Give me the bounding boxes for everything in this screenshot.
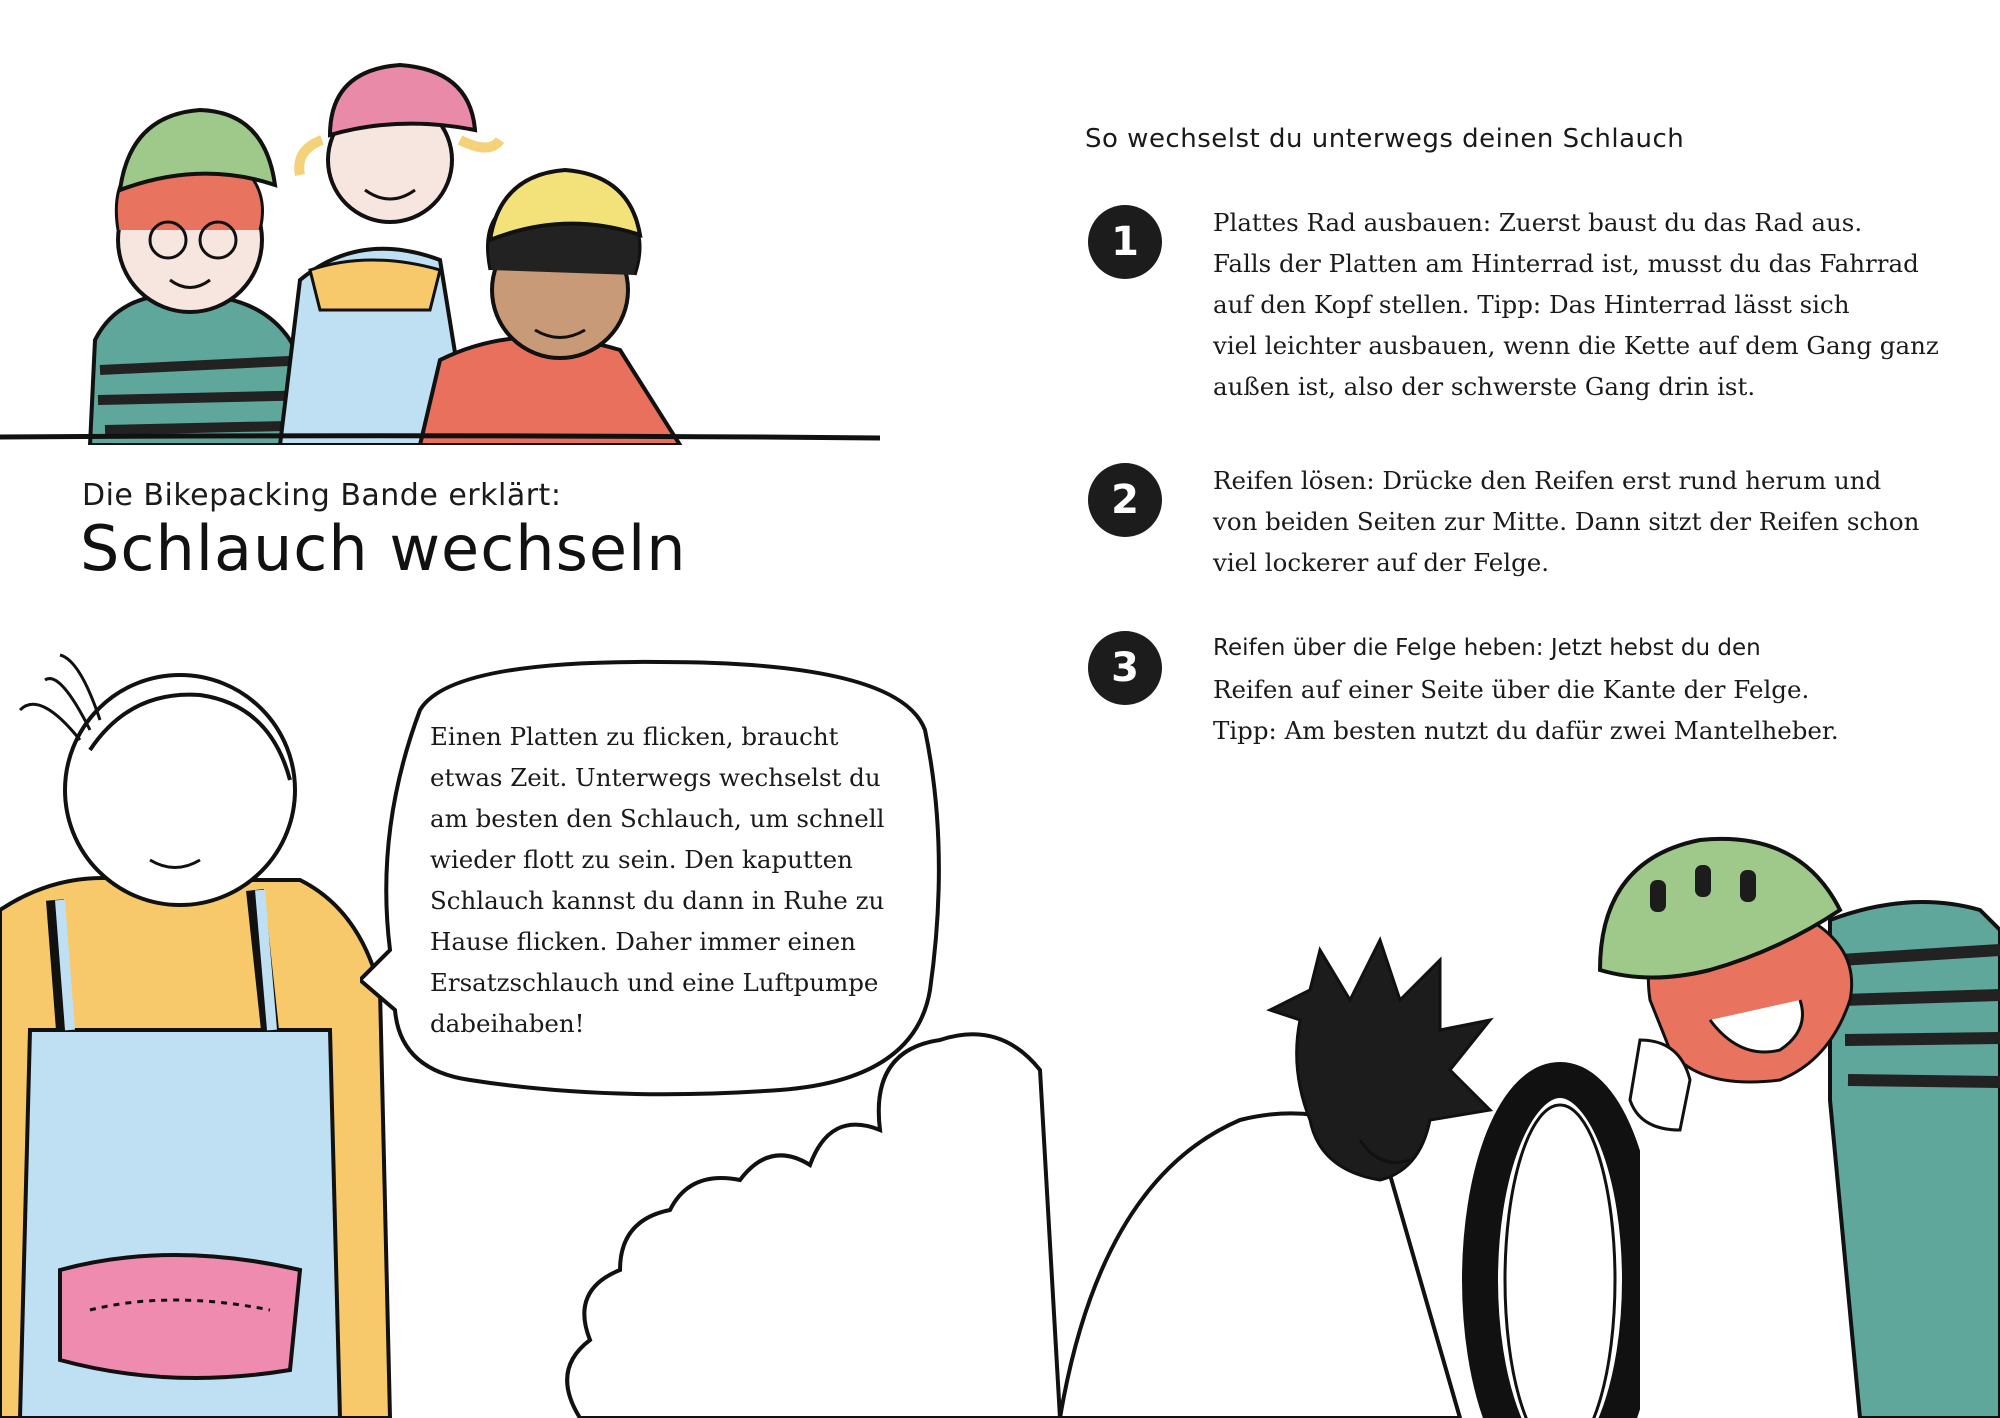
step-number-badge [1085, 460, 1165, 540]
step-line: viel lockerer auf der Felge. [1213, 548, 1550, 577]
step-number: 2 [1111, 477, 1139, 523]
step-line: viel leichter ausbauen, wenn die Kette auf dem Gang ganz [1213, 331, 1939, 360]
step-number: 3 [1111, 645, 1139, 691]
step-number-badge [1085, 202, 1165, 282]
boy-fixing-tire-illustration [1020, 920, 1640, 1418]
intro-line: Ersatzschlauch und eine Luftpumpe [430, 968, 879, 997]
step-text [1213, 460, 1973, 583]
girl-with-hipbag-illustration [0, 650, 420, 1418]
step-number: 1 [1111, 219, 1139, 265]
girl-with-helmet-illustration [1580, 800, 2000, 1418]
intro-line: dabeihaben! [430, 1009, 585, 1038]
bush-illustration [540, 990, 1100, 1418]
intro-line: Einen Platten zu flicken, braucht [430, 722, 839, 751]
steps-heading: So wechselst du unterwegs deinen Schlauch [1085, 124, 1685, 154]
step-line: Reifen auf einer Seite über die Kante der Felge. [1213, 675, 1810, 704]
divider-line [0, 432, 880, 442]
page-subtitle: Die Bikepacking Bande erklärt: [82, 478, 562, 513]
kids-group-illustration [60, 40, 720, 445]
step-line: Falls der Platten am Hinterrad ist, musst du das Fahrrad [1213, 249, 1919, 278]
step-line: Reifen über die Felge heben: Jetzt hebst du den [1213, 635, 1761, 661]
step-line: von beiden Seiten zur Mitte. Dann sitzt der Reifen schon [1213, 507, 1920, 536]
intro-line: Hause flicken. Daher immer einen [430, 927, 856, 956]
step-number-badge [1085, 628, 1165, 708]
intro-line: Schlauch kannst du dann in Ruhe zu [430, 886, 885, 915]
step-text [1213, 202, 1973, 407]
step-line: auf den Kopf stellen. Tipp: Das Hinterrad lässt sich [1213, 290, 1850, 319]
step-line: Tipp: Am besten nutzt du dafür zwei Mantelheber. [1213, 716, 1839, 745]
page-title: Schlauch wechseln [80, 512, 687, 585]
step-line: Plattes Rad ausbauen: Zuerst baust du das Rad aus. [1213, 208, 1863, 237]
intro-line: am besten den Schlauch, um schnell [430, 804, 885, 833]
intro-line: wieder flott zu sein. Den kaputten [430, 845, 853, 874]
step-line: außen ist, also der schwerste Gang drin ist. [1213, 372, 1756, 401]
intro-line: etwas Zeit. Unterwegs wechselst du [430, 763, 881, 792]
step-text [1213, 628, 1973, 751]
step-line: Reifen lösen: Drücke den Reifen erst rund herum und [1213, 466, 1882, 495]
